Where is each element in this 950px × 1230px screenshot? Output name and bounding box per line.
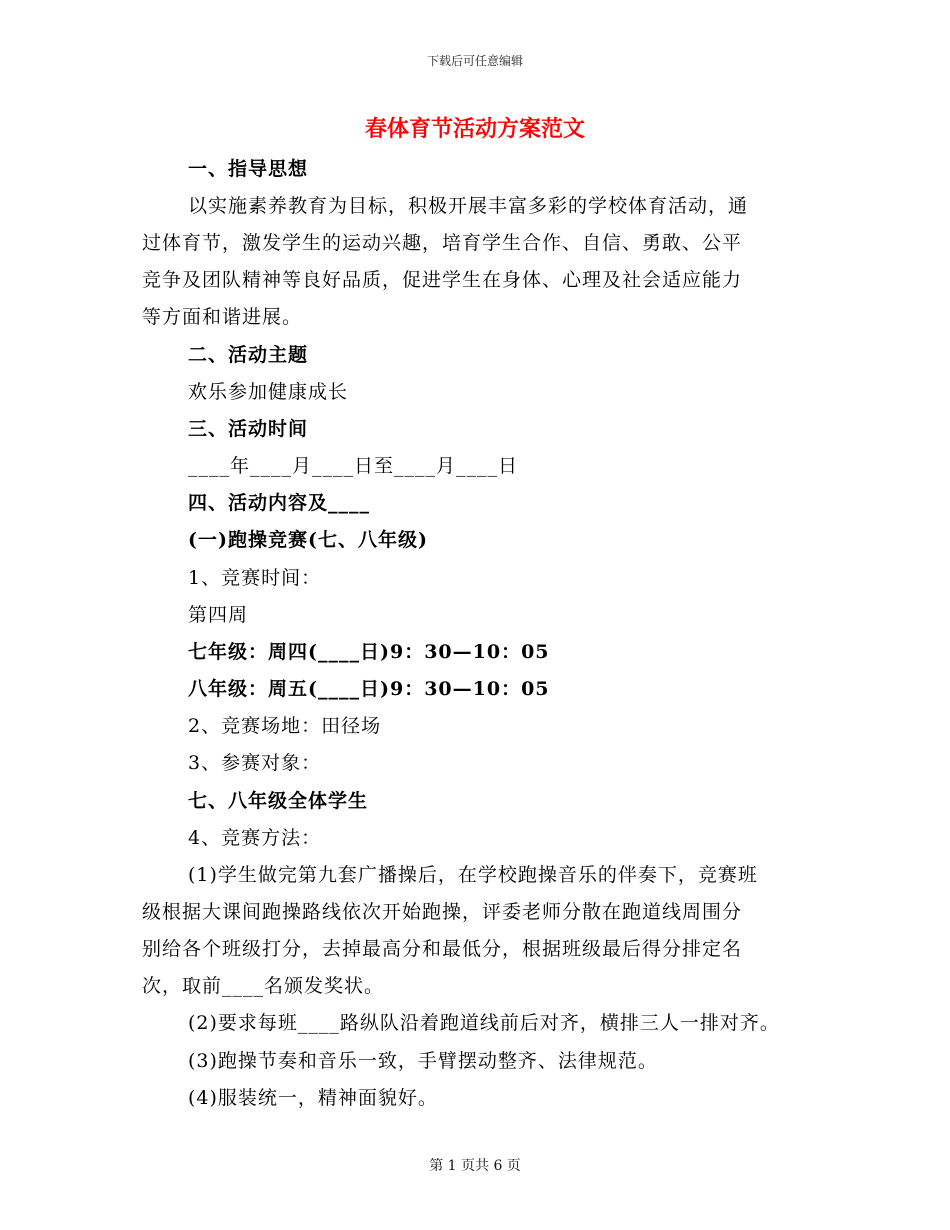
paragraph-line: (2)要求每班____路纵队沿着跑道线前后对齐，横排三人一排对齐。 [188,1012,780,1034]
section-heading-time: 三、活动时间 [188,418,309,440]
paragraph-line: (1)学生做完第九套广播操后，在学校跑操音乐的伴奏下，竞赛班 [188,864,758,886]
schedule-grade-7: 七年级：周四(____日)9：30—10：05 [188,641,550,663]
theme-text: 欢乐参加健康成长 [188,381,349,403]
subsection-heading-running-drill: (一)跑操竞赛(七、八年级) [188,529,428,551]
paragraph-line: 级根据大课间跑操路线依次开始跑操，评委老师分散在跑道线周围分 [142,901,743,923]
paragraph-line: 等方面和谐进展。 [142,306,303,328]
schedule-grade-8: 八年级：周五(____日)9：30—10：05 [188,678,550,700]
paragraph-line: 次，取前____名颁发奖状。 [142,975,385,997]
section-heading-theme: 二、活动主题 [188,344,309,366]
list-item: 2、竞赛场地：田径场 [188,715,382,737]
document-title: 春体育节活动方案范文 [364,116,585,142]
page-header: 下载后可任意编辑 [426,54,523,68]
list-item: 第四周 [188,604,249,626]
paragraph-line: 别给各个班级打分，去掉最高分和最低分，根据班级最后得分排定名 [142,938,743,960]
list-item: 4、竞赛方法： [188,827,322,849]
paragraph-line: 竞争及团队精神等良好品质，促进学生在身体、心理及社会适应能力 [142,269,743,291]
participants-text: 七、八年级全体学生 [188,790,369,812]
date-range-line: ____年____月____日至____月____日 [188,455,519,477]
list-item: 1、竞赛时间： [188,567,322,589]
section-heading-content: 四、活动内容及____ [188,492,371,514]
paragraph-line: 过体育节，激发学生的运动兴趣，培育学生合作、自信、勇敢、公平 [142,232,743,254]
list-item: 3、参赛对象： [188,752,322,774]
paragraph-line: 以实施素养教育为目标，积极开展丰富多彩的学校体育活动，通 [188,195,749,217]
section-heading-guiding-thought: 一、指导思想 [188,158,309,180]
page-footer: 第 1 页共 6 页 [429,1158,521,1174]
paragraph-line: (3)跑操节奏和音乐一致，手臂摆动整齐、法律规范。 [188,1050,658,1072]
paragraph-line: (4)服装统一，精神面貌好。 [188,1087,438,1109]
